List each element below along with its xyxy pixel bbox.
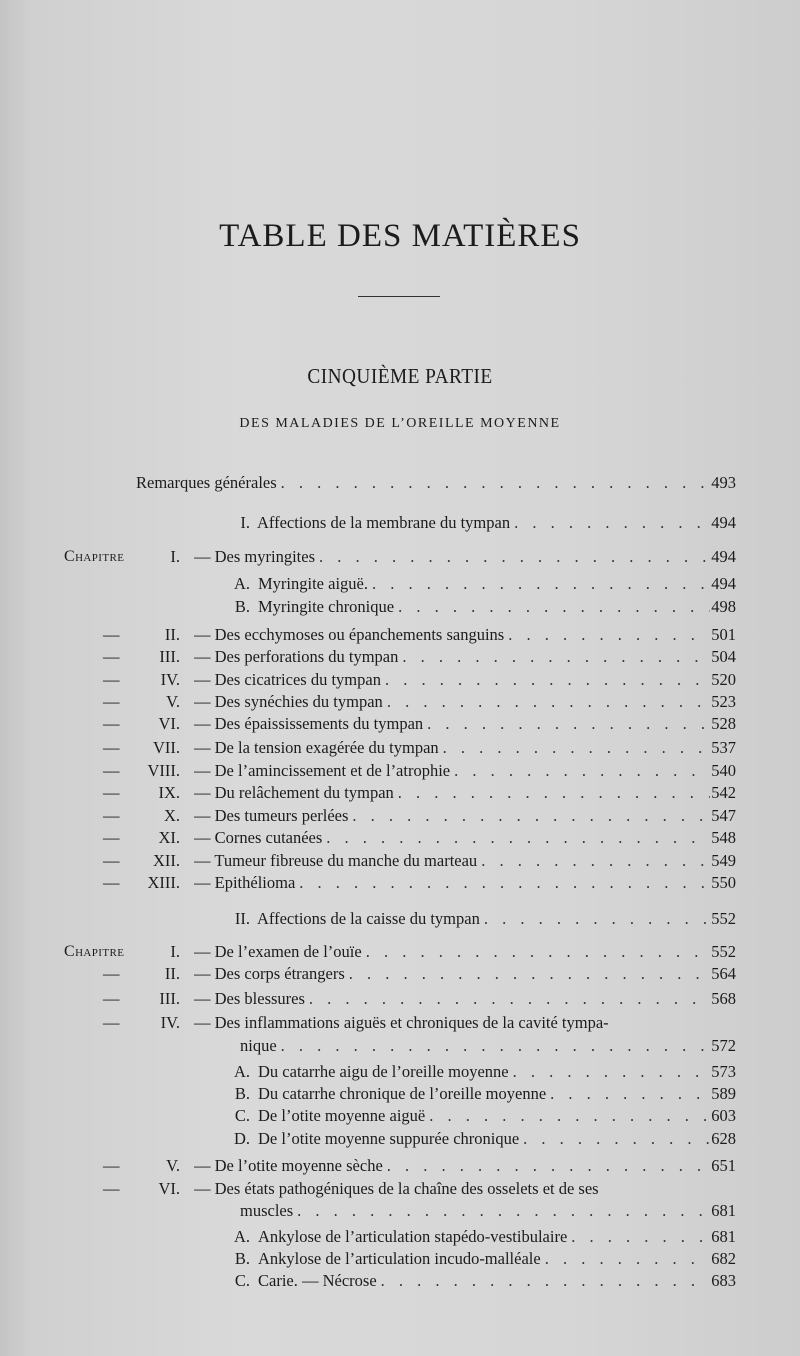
toc-entry (0, 1155, 800, 1177)
toc-entry (0, 691, 800, 713)
toc-entry (0, 624, 800, 646)
entry-number: XIII. (147, 873, 180, 892)
entry-number: III. (159, 989, 180, 1008)
entry-title: — De l’amincissement et de l’atrophie (194, 761, 451, 780)
entry-number: II. (234, 909, 250, 928)
entry-number: IV. (160, 670, 180, 689)
toc-entry (0, 1083, 800, 1105)
page-number: 504 (711, 647, 736, 666)
entry-number: V. (166, 1156, 180, 1175)
entry-text-line (194, 760, 710, 782)
toc-entry (0, 646, 800, 668)
page-number: 572 (711, 1036, 736, 1055)
entry-text-line (194, 546, 710, 568)
dot-leader (514, 512, 710, 534)
toc-entry (0, 1012, 800, 1034)
dot-leader (281, 1035, 710, 1057)
toc-entry (0, 850, 800, 872)
toc-entry (0, 596, 800, 618)
entry-title: Ankylose de l’articulation incudo-malléale (258, 1249, 541, 1268)
entry-title: Ankylose de l’articulation stapédo-vestibulaire (258, 1227, 568, 1246)
entry-number: I. (240, 513, 250, 532)
part-subtitle: DES MALADIES DE L’OREILLE MOYENNE (239, 416, 561, 431)
entry-number: D. (233, 1129, 250, 1148)
dot-leader (427, 713, 710, 735)
ditto-dash: — (103, 806, 120, 825)
entry-title: — Tumeur fibreuse du manche du marteau (194, 851, 478, 870)
ditto-dash: — (103, 1156, 120, 1175)
entry-number: C. (234, 1106, 250, 1125)
dot-leader (349, 963, 710, 985)
entry-text-line (258, 1083, 710, 1105)
page-number: 494 (711, 574, 736, 593)
part-heading: CINQUIÈME PARTIE (307, 364, 493, 388)
entry-title: — Des synéchies du tympan (194, 692, 383, 711)
dot-leader (545, 1248, 710, 1270)
ditto-dash: — (103, 989, 120, 1008)
dot-leader (352, 805, 710, 827)
dot-leader (443, 737, 710, 759)
page-number: 589 (711, 1084, 736, 1103)
dot-leader (454, 760, 710, 782)
toc-entry (0, 1128, 800, 1150)
toc-entry (0, 1061, 800, 1083)
entry-text-line (194, 713, 710, 735)
entry-title: Affections de la caisse du tympan (257, 909, 480, 928)
entry-number: III. (159, 647, 180, 666)
entry-number: VIII. (147, 761, 180, 780)
entry-number: B. (234, 597, 250, 616)
ditto-dash: — (103, 738, 120, 757)
page-number: 494 (711, 513, 736, 532)
entry-number: B. (234, 1084, 250, 1103)
entry-number: C. (234, 1271, 250, 1290)
entry-number: VI. (158, 714, 180, 733)
chapter-label: Chapitre (64, 548, 125, 565)
dot-leader (319, 546, 710, 568)
entry-text-line (194, 1178, 710, 1200)
entry-text-line (194, 872, 710, 894)
page-number: 501 (711, 625, 736, 644)
entry-number: IX. (158, 783, 180, 802)
toc-entry (0, 573, 800, 595)
entry-number: A. (233, 574, 250, 593)
entry-title: — Cornes cutanées (194, 828, 323, 847)
entry-title: Myringite aiguë. (258, 574, 368, 593)
page-number: 549 (711, 851, 736, 870)
entry-number: X. (163, 806, 180, 825)
ditto-dash: — (103, 873, 120, 892)
entry-text-line (258, 1128, 710, 1150)
toc-entry (0, 1105, 800, 1127)
dot-leader (523, 1128, 710, 1150)
dot-leader (326, 827, 710, 849)
entry-number: I. (170, 547, 180, 566)
entry-text-line (258, 596, 710, 618)
dot-leader (513, 1061, 710, 1083)
ditto-dash: — (103, 625, 120, 644)
entry-text-line (194, 1012, 710, 1034)
page-number: 498 (711, 597, 736, 616)
toc-entry (0, 1035, 800, 1057)
entry-number: IV. (160, 1013, 180, 1032)
entry-title: — Des cicatrices du tympan (194, 670, 381, 689)
entry-number: II. (164, 625, 180, 644)
page-number: 520 (711, 670, 736, 689)
toc-entry (0, 1226, 800, 1248)
dot-leader (398, 782, 710, 804)
entry-text-line (194, 646, 710, 668)
page-number: 523 (711, 692, 736, 711)
toc-entry (0, 1248, 800, 1270)
entry-title: Carie. — Nécrose (258, 1271, 377, 1290)
entry-text-line (258, 1270, 710, 1292)
toc-entry (0, 827, 800, 849)
toc-entry (0, 805, 800, 827)
entry-text-line (194, 669, 710, 691)
dot-leader (299, 872, 710, 894)
toc-entry (0, 669, 800, 691)
ditto-dash: — (103, 761, 120, 780)
entry-number: A. (233, 1062, 250, 1081)
entry-text-line (136, 472, 710, 494)
entry-text-line (258, 573, 710, 595)
page-number: 651 (711, 1156, 736, 1175)
page-number: 493 (711, 473, 736, 492)
entry-title: — Des inflammations aiguës et chroniques de la cavité tympa- (194, 1013, 609, 1032)
ditto-dash: — (103, 828, 120, 847)
entry-text-line (194, 850, 710, 872)
entry-title: Myringite chronique (258, 597, 395, 616)
toc-entry (0, 988, 800, 1010)
entry-title: — Des états pathogéniques de la chaîne des osselets et de ses (194, 1179, 599, 1198)
entry-title: — Des tumeurs perlées (194, 806, 349, 825)
entry-title: — Epithélioma (194, 873, 296, 892)
entry-title: — Des ecchymoses ou épanchements sanguins (194, 625, 505, 644)
page-number: 547 (711, 806, 736, 825)
toc-entry (0, 512, 800, 534)
entry-number: V. (166, 692, 180, 711)
page-number: 550 (711, 873, 736, 892)
entry-number: VI. (158, 1179, 180, 1198)
entry-text-line (257, 908, 710, 930)
page-number: 542 (711, 783, 736, 802)
ditto-dash: — (103, 670, 120, 689)
dot-leader (309, 988, 710, 1010)
page-number: 552 (711, 942, 736, 961)
page-number: 682 (711, 1249, 736, 1268)
toc-entry (0, 941, 800, 963)
entry-text-line (194, 624, 710, 646)
entry-title: — Du relâchement du tympan (194, 783, 394, 802)
entry-title: Remarques générales (136, 473, 277, 492)
entry-number: A. (233, 1227, 250, 1246)
entry-title: De l’otite moyenne suppurée chronique (258, 1129, 520, 1148)
entry-title: — De l’examen de l’ouïe (194, 942, 362, 961)
dot-leader (366, 941, 710, 963)
page-number: 603 (711, 1106, 736, 1125)
entry-text-line (258, 1226, 710, 1248)
ditto-dash: — (103, 647, 120, 666)
toc-entry (0, 1178, 800, 1200)
entry-text-line (194, 827, 710, 849)
toc-entry (0, 472, 800, 494)
entry-text-line (257, 512, 710, 534)
toc-entry (0, 713, 800, 735)
entry-text-line (194, 737, 710, 759)
entry-number: B. (234, 1249, 250, 1268)
page-number: 681 (711, 1227, 736, 1246)
dot-leader (297, 1200, 710, 1222)
ditto-dash: — (103, 783, 120, 802)
dot-leader (550, 1083, 710, 1105)
entry-number: I. (170, 942, 180, 961)
page-number: 552 (711, 909, 736, 928)
entry-title: — Des blessures (194, 989, 305, 1008)
dot-leader (281, 472, 710, 494)
toc-entry (0, 760, 800, 782)
entry-number: XII. (152, 851, 180, 870)
page-title: TABLE DES MATIÈRES (219, 218, 581, 254)
entry-title: De l’otite moyenne aiguë (258, 1106, 426, 1125)
toc-entry (0, 1270, 800, 1292)
entry-title: — Des épaississements du tympan (194, 714, 424, 733)
dot-leader (381, 1270, 710, 1292)
dot-leader (484, 908, 710, 930)
dot-leader (385, 669, 710, 691)
entry-text-line (240, 1200, 710, 1222)
entry-text-line (240, 1035, 710, 1057)
page-number: 540 (711, 761, 736, 780)
page-number: 548 (711, 828, 736, 847)
entry-text-line (194, 988, 710, 1010)
entry-text-line (194, 1155, 710, 1177)
toc-entry (0, 737, 800, 759)
page-number: 537 (711, 738, 736, 757)
entry-title: Du catarrhe chronique de l’oreille moyenne (258, 1084, 547, 1103)
entry-number: II. (164, 964, 180, 983)
page-number: 683 (711, 1271, 736, 1290)
entry-title: — Des myringites (194, 547, 315, 566)
toc-entry (0, 546, 800, 568)
entry-title: nique (240, 1036, 277, 1055)
dot-leader (372, 573, 710, 595)
entry-text-line (194, 941, 710, 963)
chapter-label: Chapitre (64, 943, 125, 960)
toc-entry (0, 908, 800, 930)
page-number: 573 (711, 1062, 736, 1081)
ditto-dash: — (103, 1013, 120, 1032)
entry-text-line (194, 963, 710, 985)
entry-title: Affections de la membrane du tympan (257, 513, 511, 532)
dot-leader (508, 624, 710, 646)
entry-title: — Des corps étrangers (194, 964, 345, 983)
page-number: 628 (711, 1129, 736, 1148)
page-number: 568 (711, 989, 736, 1008)
dot-leader (481, 850, 710, 872)
entry-text-line (258, 1105, 710, 1127)
entry-title: — Des perforations du tympan (194, 647, 399, 666)
ditto-dash: — (103, 851, 120, 870)
ditto-dash: — (103, 692, 120, 711)
entry-title: muscles (240, 1201, 294, 1220)
entry-text-line (194, 782, 710, 804)
toc-entry (0, 872, 800, 894)
entry-number: VII. (152, 738, 180, 757)
toc-entry (0, 963, 800, 985)
ditto-dash: — (103, 1179, 120, 1198)
toc-entry (0, 1200, 800, 1222)
dot-leader (429, 1105, 710, 1127)
title-divider (358, 296, 440, 297)
entry-title: Du catarrhe aigu de l’oreille moyenne (258, 1062, 509, 1081)
dot-leader (402, 646, 710, 668)
dot-leader (398, 596, 710, 618)
entry-text-line (194, 805, 710, 827)
page-number: 528 (711, 714, 736, 733)
toc-entry (0, 782, 800, 804)
dot-leader (387, 691, 710, 713)
entry-title: — De l’otite moyenne sèche (194, 1156, 383, 1175)
entry-text-line (258, 1061, 710, 1083)
dot-leader (571, 1226, 710, 1248)
entry-number: XI. (158, 828, 180, 847)
page-number: 681 (711, 1201, 736, 1220)
page-number: 564 (711, 964, 736, 983)
page-number: 494 (711, 547, 736, 566)
ditto-dash: — (103, 714, 120, 733)
ditto-dash: — (103, 964, 120, 983)
entry-title: — De la tension exagérée du tympan (194, 738, 439, 757)
dot-leader (387, 1155, 710, 1177)
entry-text-line (258, 1248, 710, 1270)
entry-text-line (194, 691, 710, 713)
